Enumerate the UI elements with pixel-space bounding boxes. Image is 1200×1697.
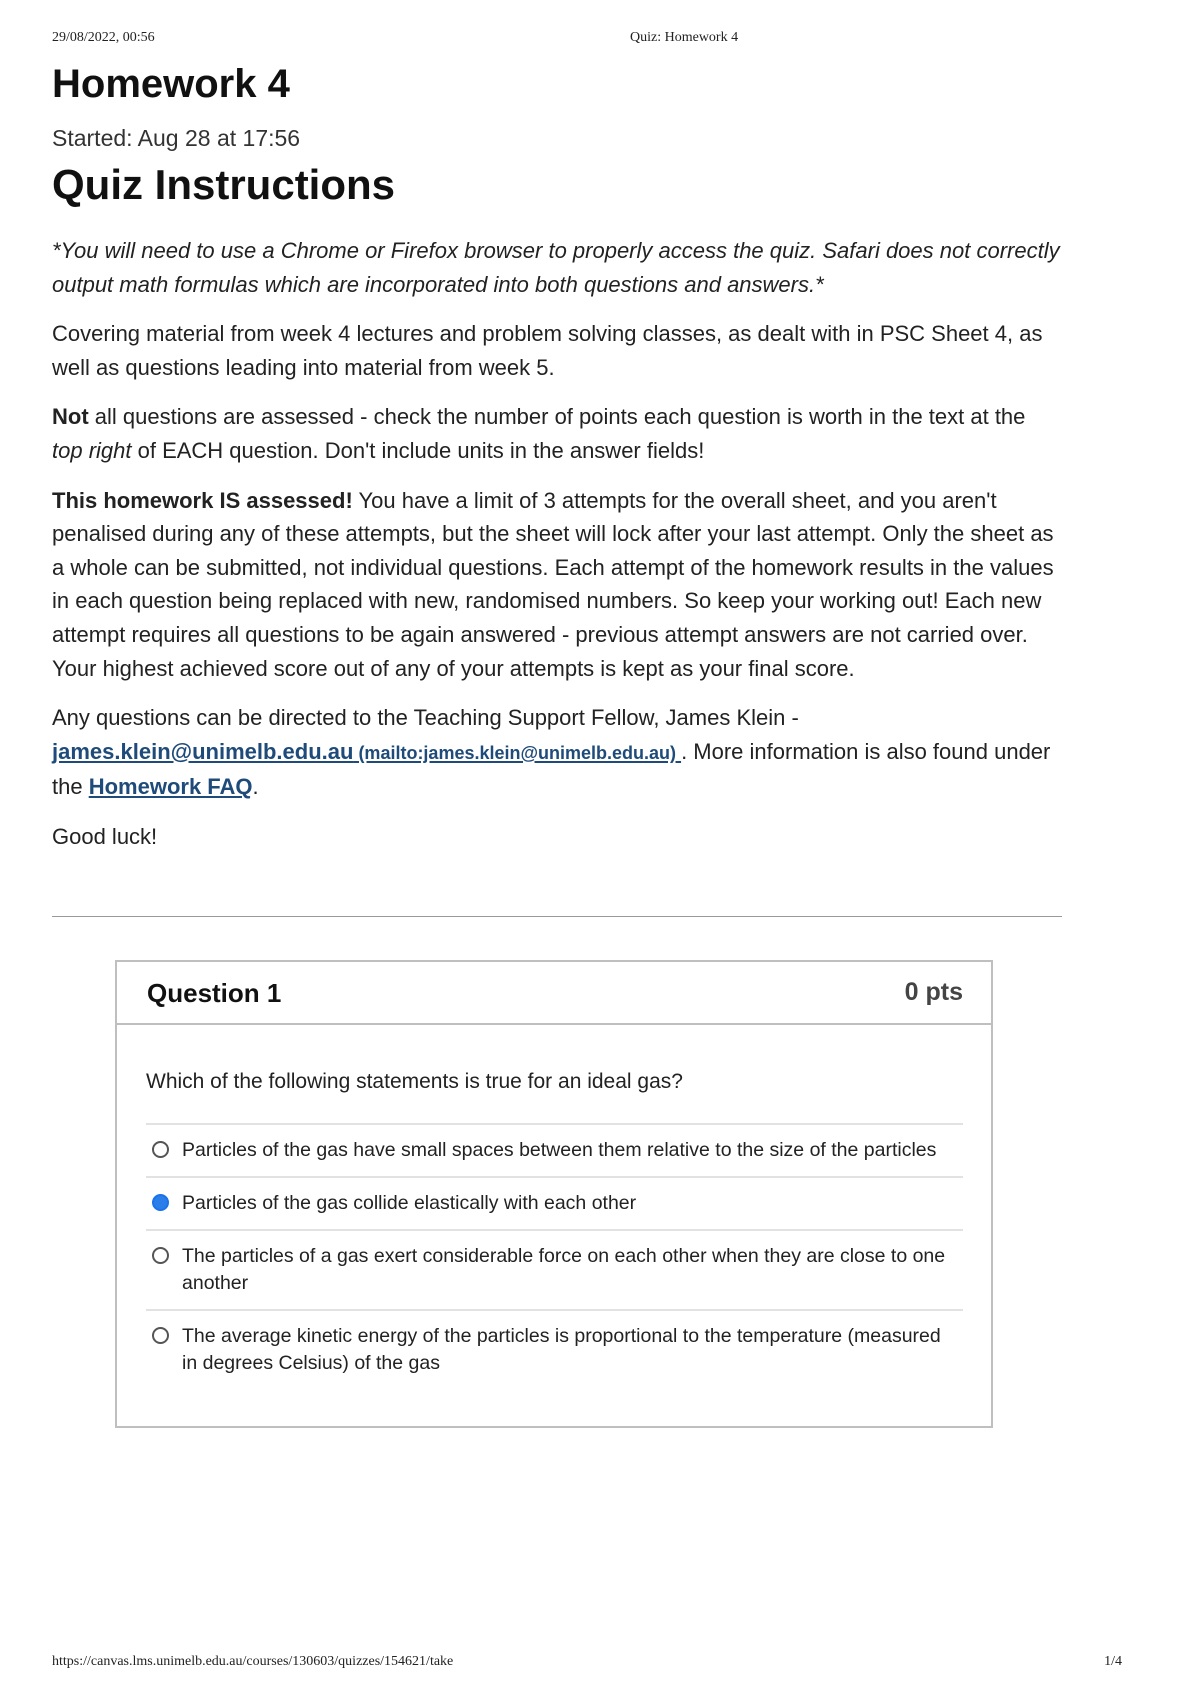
answer-option[interactable] [146,1311,963,1389]
answer-option[interactable] [146,1178,963,1231]
browser-note: *You will need to use a Chrome or Firefox browser to properly access the quiz. Safari does not correctly output math formulas which are incorporated into both questions and answers.* [52,238,1060,297]
assessment-note: Not all questions are assessed - check the number of points each question is worth in the text at the top right of EACH question. Don't include units in the answer fields! [52,404,1026,463]
answer-label: The average kinetic energy of the particles is proportional to the temperature (measured in degrees Celsius) of the gas [182,1325,941,1374]
email-link[interactable]: james.klein@unimelb.edu.au (mailto:james.klein@unimelb.edu.au) [52,738,682,764]
print-url: https://canvas.lms.unimelb.edu.au/courses/130603/quizzes/154621/take [52,1654,454,1669]
answer-option[interactable] [146,1125,963,1178]
question-body [117,1069,991,1389]
coverage-note: Covering material from week 4 lectures and problem solving classes, as dealt with in PSC Sheet 4, as well as questions leading into material from week 5. [52,321,1043,380]
question-name: Question 1 [147,978,282,1008]
question-text: Which of the following statements is true for an ideal gas? [146,1070,683,1093]
top-right-italic: top right [52,437,132,463]
question-card [115,960,993,1428]
answer-label: The particles of a gas exert considerable force on each other when they are close to one another [182,1245,946,1294]
not-bold: Not [52,404,89,430]
quiz-content [52,60,1062,870]
quiz-instructions [52,234,1062,854]
homework-faq-link[interactable]: Homework FAQ [88,774,253,800]
answer-label: Particles of the gas have small spaces between them relative to the size of the particles [182,1139,937,1161]
answer-list [146,1123,963,1389]
radio-button-selected[interactable] [152,1194,169,1211]
print-date: 29/08/2022, 00:56 [52,30,155,45]
radio-button[interactable] [152,1247,169,1264]
page-number: 1/4 [1104,1654,1122,1669]
radio-button[interactable] [152,1327,169,1344]
attempts-note: This homework IS assessed! You have a limit of 3 attempts for the overall sheet, and you aren't penalised during any of these attempts, but the sheet will lock after your last attempt. Only the sheet as a whole can be submitted, not individual questions. Each attempt of the homework results in the values in each question being replaced with new, randomised numbers. So keep your working out! Each new attempt requires all questions to be again answered - previous attempt answers are not carried over. Your highest achieved score out of any of your attempts is kept as your final score. [52,487,1054,681]
quiz-started: Started: Aug 28 at 17:56 [52,125,301,151]
divider [52,916,1062,917]
answer-option[interactable] [146,1231,963,1311]
assessed-bold: This homework IS assessed! [52,487,353,513]
answer-label: Particles of the gas collide elastically with each other [182,1192,637,1214]
question-header [117,962,991,1025]
print-title: Quiz: Homework 4 [630,30,739,45]
good-luck: Good luck! [52,823,158,849]
radio-button[interactable] [152,1141,169,1158]
instructions-heading: Quiz Instructions [52,161,396,208]
quiz-title: Homework 4 [52,62,290,106]
question-points: 0 pts [904,978,963,1006]
contact-note: Any questions can be directed to the Teaching Support Fellow, James Klein - james.klein@unimelb.edu.au (mailto:james.klein@unimelb.edu.au) . More information is also found under the Homework FAQ. [52,705,1051,800]
